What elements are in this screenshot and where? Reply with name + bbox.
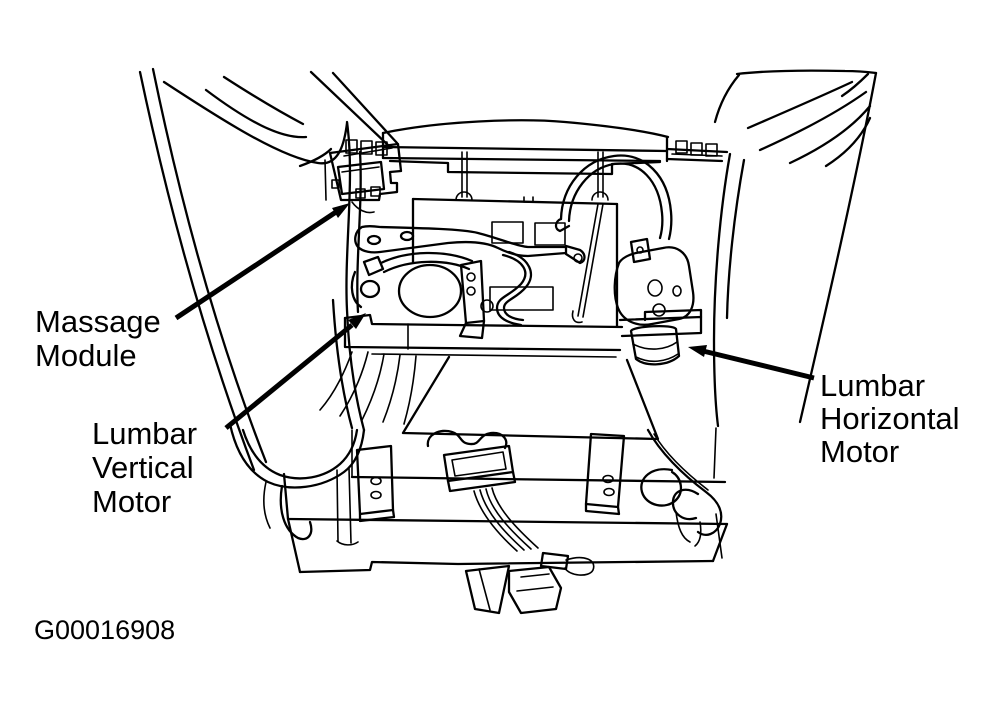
lumbar-vertical-motor-label-line-1: Lumbar	[92, 416, 198, 451]
panel-cable	[497, 252, 531, 325]
lumbar-horizontal-motor-label-line-1: Lumbar	[820, 368, 926, 403]
motor-cable-loop	[556, 156, 671, 262]
lumbar-vertical-motor-label	[92, 416, 197, 519]
lumbar-horizontal-motor-part	[615, 247, 701, 364]
lumbar-horizontal-motor-label	[820, 368, 960, 469]
left-mount-bracket	[337, 446, 394, 545]
massage-module-label-line-1: Massage	[35, 304, 161, 339]
lumbar-support-panel	[403, 357, 658, 439]
lumbar-horizontal-motor-label-line-2: Horizontal	[820, 401, 960, 436]
right-bolster-foot	[648, 430, 722, 558]
lumbar-vertical-motor-label-line-3: Motor	[92, 484, 172, 519]
massage-module-label	[35, 304, 161, 373]
massage-module-arrow	[176, 203, 350, 318]
frame-spring-wires	[320, 352, 416, 424]
left-trim-flap	[164, 72, 397, 166]
left-bolster-foot	[230, 424, 364, 539]
lumbar-horizontal-motor-label-line-3: Motor	[820, 434, 900, 469]
right-mount-bracket	[586, 434, 681, 514]
lumbar-vertical-motor-label-line-2: Vertical	[92, 450, 194, 485]
lumbar-horizontal-motor-arrow	[688, 345, 814, 378]
guide-rods	[456, 152, 608, 322]
massage-module-label-line-2: Module	[35, 338, 137, 373]
figure-code: G00016908	[34, 615, 176, 645]
